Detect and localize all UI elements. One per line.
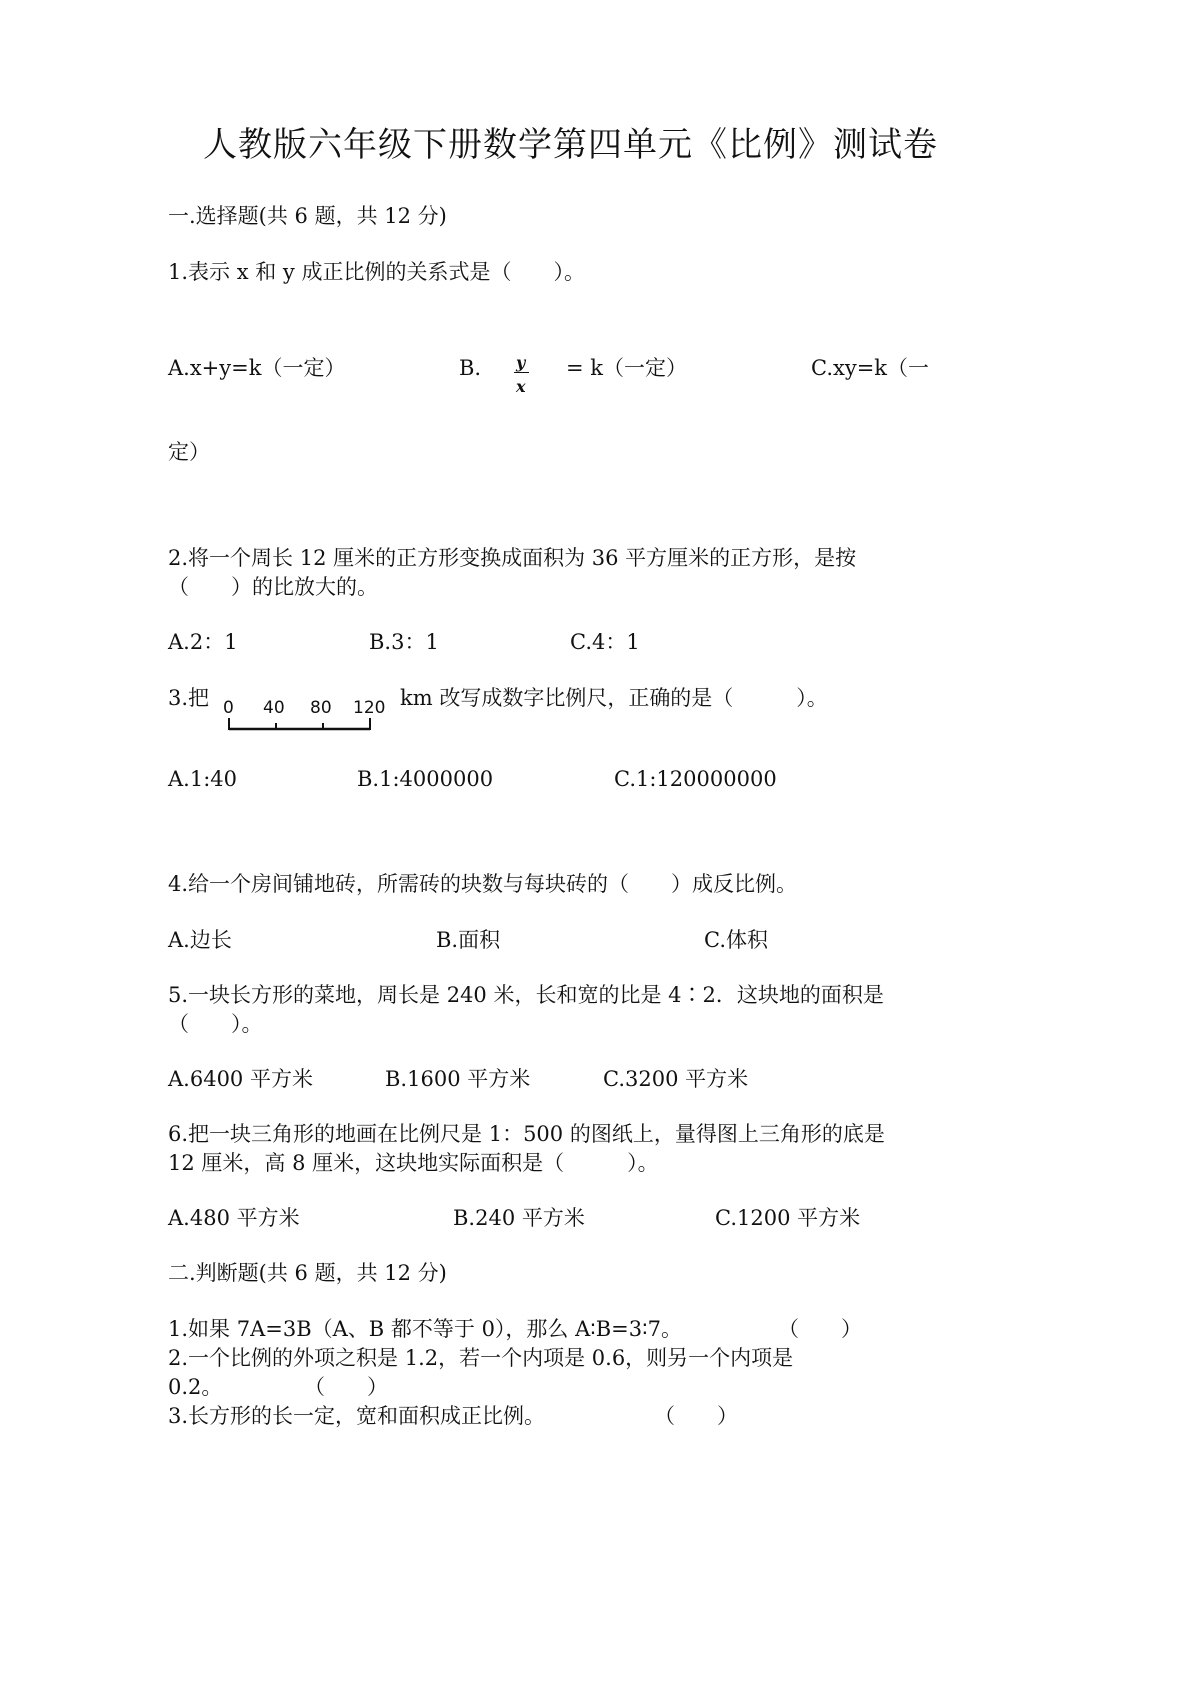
question-3-stem-suffix: km 改写成数字比例尺，正确的是（ ）。 — [400, 686, 828, 710]
question-1-option-c-continued: 定） — [168, 440, 210, 464]
question-5-stem-line1: 5.一块长方形的菜地，周长是 240 米，长和宽的比是 4∶2．这块地的面积是 — [168, 983, 884, 1007]
question-1-option-c[interactable]: C.xy=k（一 — [811, 356, 930, 380]
question-1-option-b-rest: = k（一定） — [566, 356, 687, 380]
judgement-1-stem: 1.如果 7A=3B（A、B 都不等于 0），那么 A∶B=3∶7。 — [168, 1317, 682, 1341]
page-title: 人教版六年级下册数学第四单元《比例》测试卷 — [203, 125, 938, 165]
question-5-option-b[interactable]: B.1600 平方米 — [385, 1067, 531, 1091]
question-1-option-b-label[interactable]: B. — [459, 356, 482, 380]
question-2-option-a[interactable]: A.2：1 — [168, 630, 238, 654]
fraction-bar — [514, 372, 529, 373]
scale-tick-label: 120 — [353, 698, 386, 718]
question-6-option-c[interactable]: C.1200 平方米 — [715, 1206, 861, 1230]
fraction-denominator: x — [516, 377, 526, 396]
question-3-option-a[interactable]: A.1:40 — [168, 767, 237, 791]
question-2-stem-line2: （ ）的比放大的。 — [168, 575, 378, 599]
question-6-option-b[interactable]: B.240 平方米 — [453, 1206, 585, 1230]
scale-tick-label: 0 — [223, 698, 234, 718]
question-4-option-c[interactable]: C.体积 — [704, 928, 768, 952]
question-4-option-a[interactable]: A.边长 — [168, 928, 232, 952]
question-4-stem: 4.给一个房间铺地砖，所需砖的块数与每块砖的（ ）成反比例。 — [168, 872, 798, 896]
judgement-1-answer-paren[interactable]: （ ） — [778, 1317, 862, 1341]
question-6-option-a[interactable]: A.480 平方米 — [168, 1206, 300, 1230]
question-6-stem-line1: 6.把一块三角形的地画在比例尺是 1：500 的图纸上，量得图上三角形的底是 — [168, 1122, 885, 1146]
question-3-option-b[interactable]: B.1:4000000 — [357, 767, 494, 791]
question-6-stem-line2: 12 厘米，高 8 厘米，这块地实际面积是（ ）。 — [168, 1151, 659, 1175]
question-1-option-a[interactable]: A.x+y=k（一定） — [168, 356, 346, 380]
scale-tick-label: 40 — [263, 698, 285, 718]
scale-bar — [218, 696, 390, 736]
scale-bar-figure — [218, 696, 390, 736]
judgement-2-answer-paren[interactable]: （ ） — [304, 1375, 388, 1399]
question-5-stem-line2: （ ）。 — [168, 1012, 263, 1036]
section-heading-judgement: 二.判断题(共 6 题，共 12 分) — [168, 1261, 447, 1285]
question-2-stem-line1: 2.将一个周长 12 厘米的正方形变换成面积为 36 平方厘米的正方形，是按 — [168, 546, 857, 570]
question-3-option-c[interactable]: C.1:120000000 — [614, 767, 777, 791]
judgement-3-stem: 3.长方形的长一定，宽和面积成正比例。 — [168, 1404, 546, 1428]
question-1-stem: 1.表示 x 和 y 成正比例的关系式是（ ）。 — [168, 260, 585, 284]
question-5-option-a[interactable]: A.6400 平方米 — [168, 1067, 313, 1091]
question-2-option-b[interactable]: B.3：1 — [369, 630, 439, 654]
question-2-option-c[interactable]: C.4：1 — [570, 630, 640, 654]
question-3-stem-prefix: 3.把 — [168, 686, 210, 710]
section-heading-choice: 一.选择题(共 6 题，共 12 分) — [168, 204, 447, 228]
question-5-option-c[interactable]: C.3200 平方米 — [603, 1067, 749, 1091]
scale-tick-label: 80 — [310, 698, 332, 718]
fraction-numerator: y — [516, 353, 526, 372]
judgement-2-stem-line2: 0.2。 — [168, 1375, 223, 1399]
judgement-2-stem-line1: 2.一个比例的外项之积是 1.2，若一个内项是 0.6，则另一个内项是 — [168, 1346, 794, 1370]
judgement-3-answer-paren[interactable]: （ ） — [654, 1404, 738, 1428]
question-4-option-b[interactable]: B.面积 — [436, 928, 501, 952]
